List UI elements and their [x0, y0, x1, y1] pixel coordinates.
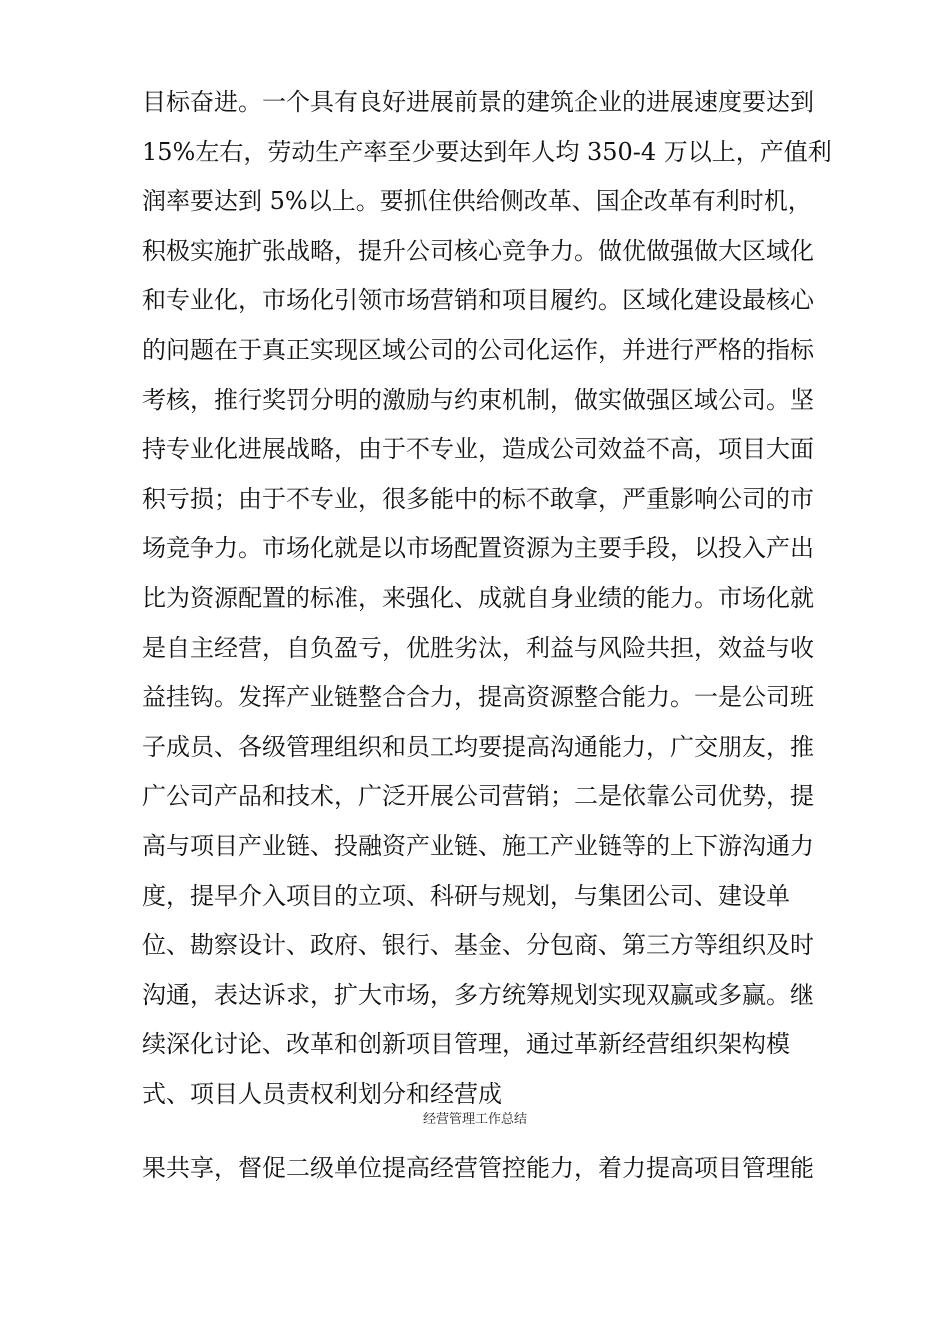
- page-footer: 经营管理工作总结: [422, 1112, 527, 1127]
- text-line: 考核，推行奖罚分明的激励与约束机制，做实做强区域公司。坚: [142, 385, 814, 414]
- text-line: 的问题在于真正实现区域公司的公司化运作，并进行严格的指标: [142, 335, 814, 364]
- text-line: 积亏损；由于不专业，很多能中的标不敢拿，严重影响公司的市: [142, 484, 814, 513]
- text-line: 沟通，表达诉求，扩大市场，多方统筹规划实现双赢或多赢。继: [142, 980, 814, 1009]
- text-line: 高与项目产业链、投融资产业链、施工产业链等的上下游沟通力: [142, 831, 814, 860]
- text-line: 度，提早介入项目的立项、科研与规划，与集团公司、建设单: [142, 881, 790, 910]
- body-text: [142, 78, 842, 1119]
- text-line: 果共享，督促二级单位提高经营管控能力，着力提高项目管理能: [142, 1154, 814, 1182]
- text-line: 目标奋进。一个具有良好进展前景的建筑企业的进展速度要达到: [142, 88, 814, 116]
- next-page-text: [142, 1144, 842, 1194]
- text-line: 式、项目人员责权利划分和经营成: [142, 1079, 502, 1108]
- text-line: 益挂钩。发挥产业链整合合力，提高资源整合能力。一是公司班: [142, 683, 814, 712]
- text-line: 位、勘察设计、政府、银行、基金、分包商、第三方等组织及时: [142, 931, 814, 960]
- text-line: 持专业化进展战略，由于不专业，造成公司效益不高，项目大面: [142, 435, 814, 464]
- text-line: 是自主经营，自负盈亏，优胜劣汰，利益与风险共担，效益与收: [142, 633, 814, 662]
- text-line: 比为资源配置的标准，来强化、成就自身业绩的能力。市场化就: [142, 583, 814, 612]
- text-line: 场竞争力。市场化就是以市场配置资源为主要手段，以投入产出: [142, 534, 814, 563]
- text-line: 广公司产品和技术，广泛开展公司营销；二是依靠公司优势，提: [142, 782, 814, 811]
- text-line: 润率要达到 5%以上。要抓住供给侧改革、国企改革有利时机，: [142, 187, 812, 216]
- text-line: 15%左右，劳动生产率至少要达到年人均 350-4 万以上，产值利: [142, 137, 832, 166]
- text-line: 子成员、各级管理组织和员工均要提高沟通能力，广交朋友，推: [142, 732, 814, 761]
- text-line: 和专业化，市场化引领市场营销和项目履约。区域化建设最核心: [142, 286, 814, 315]
- text-line: 积极实施扩张战略，提升公司核心竞争力。做优做强做大区域化: [142, 236, 814, 265]
- text-line: 续深化讨论、改革和创新项目管理，通过革新经营组织架构模: [142, 1030, 790, 1059]
